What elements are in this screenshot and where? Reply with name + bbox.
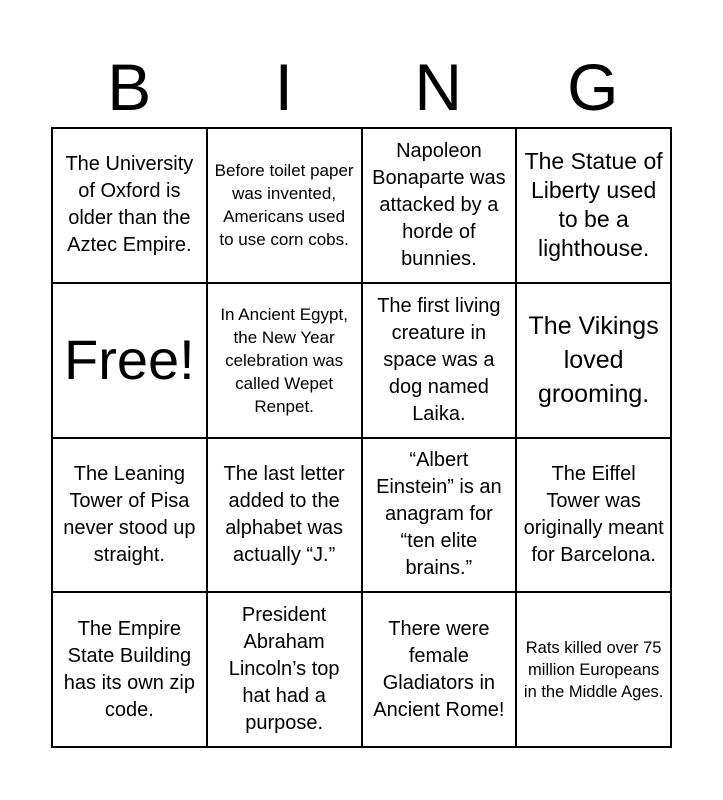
cell-text: The University of Oxford is older than the Aztec Empire. <box>65 153 194 257</box>
cell-text: The first living creature in space was a dog named Laika. <box>377 294 501 425</box>
bingo-cell[interactable] <box>363 439 518 594</box>
bingo-cell[interactable] <box>517 129 672 284</box>
header-letter-g: G <box>567 50 619 124</box>
bingo-cell[interactable] <box>517 284 672 439</box>
bingo-cell[interactable] <box>517 439 672 594</box>
bingo-cell[interactable] <box>363 284 518 439</box>
cell-text: Napoleon Bonaparte was attacked by a horde of bunnies. <box>372 139 506 270</box>
header-letter-i: I <box>274 50 293 124</box>
cell-text: Before toilet paper was invented, Americans used to use corn cobs. <box>214 161 354 250</box>
cell-text: There were female Gladiators in Ancient Rome! <box>373 617 505 721</box>
bingo-cell[interactable] <box>53 439 208 594</box>
bingo-cell[interactable] <box>53 593 208 748</box>
bingo-cell[interactable] <box>208 284 363 439</box>
free-space-cell[interactable] <box>53 284 208 439</box>
header-letter-b: B <box>107 50 152 124</box>
cell-text: The last letter added to the alphabet was actually “J.” <box>223 462 345 566</box>
bingo-cell[interactable] <box>363 593 518 748</box>
bingo-header <box>52 52 670 122</box>
bingo-cell[interactable] <box>363 129 518 284</box>
cell-text: Rats killed over 75 million Europeans in the Middle Ages. <box>523 638 664 701</box>
header-letter-n: N <box>414 50 463 124</box>
cell-text: The Eiffel Tower was originally meant for Barcelona. <box>523 462 664 566</box>
cell-text: The Vikings loved grooming. <box>528 312 659 409</box>
cell-text: “Albert Einstein” is an anagram for “ten elite brains.” <box>376 449 502 580</box>
cell-text: President Abraham Lincoln’s top hat had a purpose. <box>228 604 340 735</box>
cell-text: The Empire State Building has its own zip code. <box>63 617 195 721</box>
cell-text: The Statue of Liberty used to be a lighthouse. <box>524 148 663 262</box>
free-space-label: Free! <box>64 328 195 392</box>
bingo-board <box>51 127 672 748</box>
bingo-cell[interactable] <box>517 593 672 748</box>
bingo-cell[interactable] <box>53 129 208 284</box>
cell-text: In Ancient Egypt, the New Year celebration was called Wepet Renpet. <box>220 304 348 416</box>
bingo-cell[interactable] <box>208 439 363 594</box>
cell-text: The Leaning Tower of Pisa never stood up straight. <box>63 462 196 566</box>
bingo-cell[interactable] <box>208 593 363 748</box>
bingo-cell[interactable] <box>208 129 363 284</box>
